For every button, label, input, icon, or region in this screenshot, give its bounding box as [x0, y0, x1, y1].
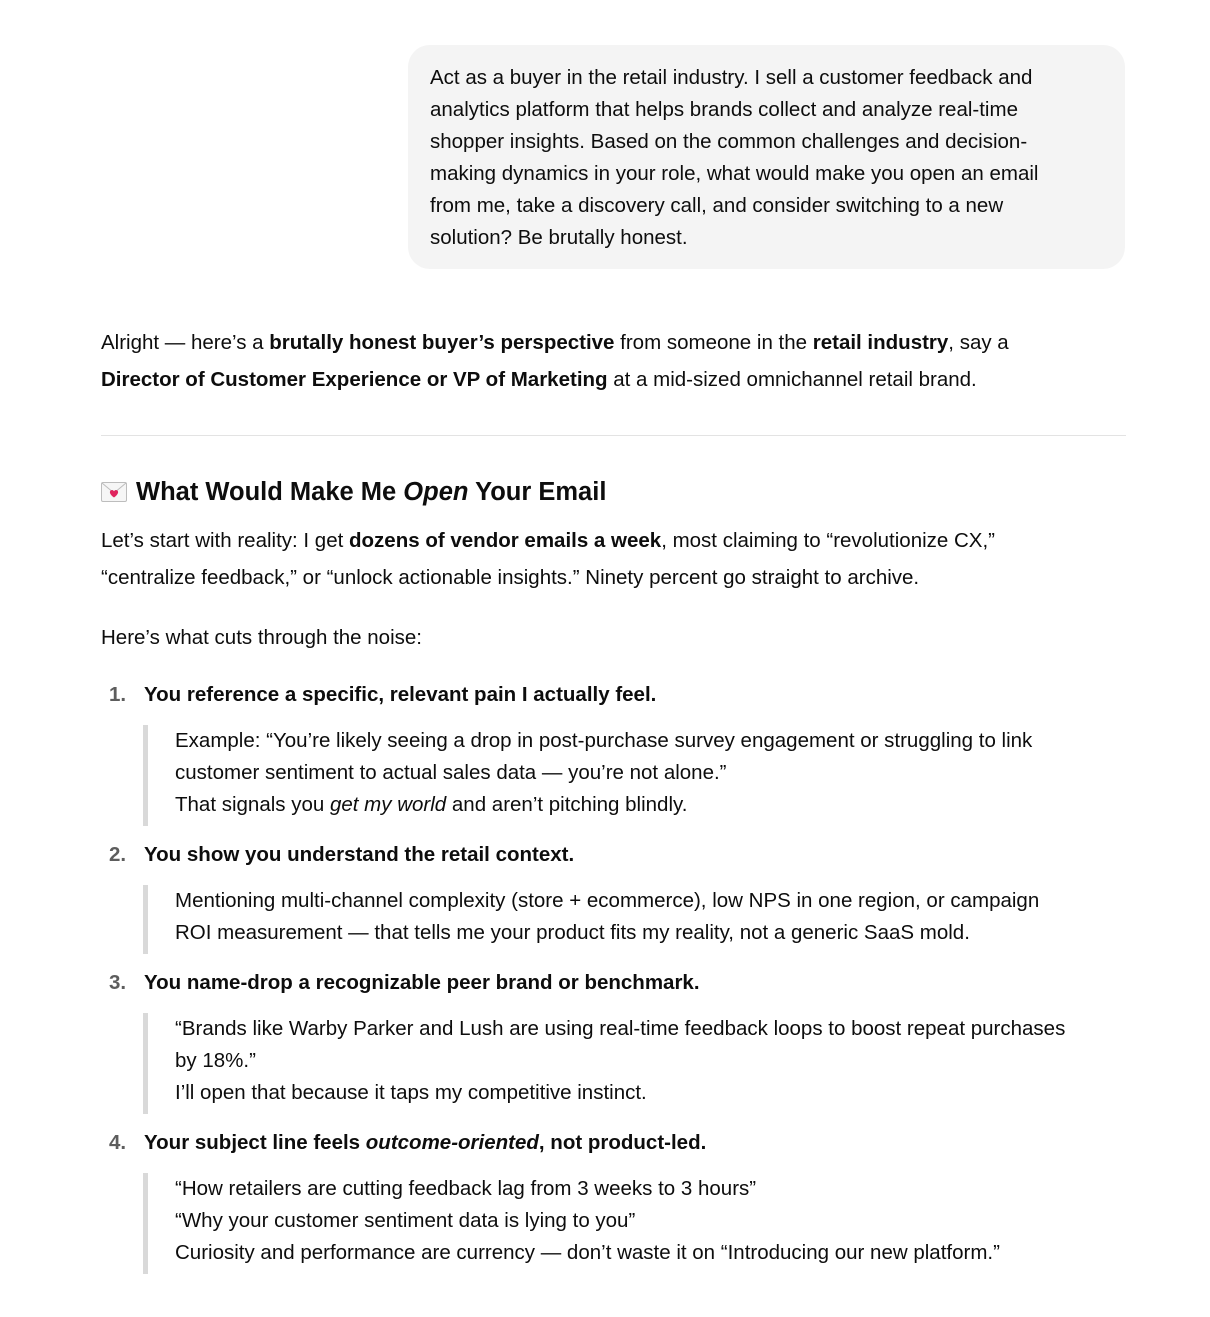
- user-message-line: solution? Be brutally honest.: [430, 226, 688, 249]
- heading-emphasis: Open: [403, 478, 469, 506]
- quote-line: ROI measurement — that tells me your product fits my reality, not a generic SaaS mold.: [175, 921, 970, 944]
- user-message-line: from me, take a discovery call, and consider switching to a new: [430, 194, 1004, 217]
- intro-bold: Director of Customer Experience or VP of Marketing: [101, 368, 608, 391]
- user-message-line: Act as a buyer in the retail industry. I sell a customer feedback and: [430, 66, 1033, 89]
- paragraph-text: “centralize feedback,” or “unlock actionable insights.” Ninety percent go straight to archive.: [101, 566, 920, 589]
- quote-line: [175, 789, 1126, 821]
- list-item-head: [101, 680, 656, 710]
- list-item-title: You reference a specific, relevant pain I actually feel.: [144, 683, 657, 706]
- heading-text: Your Email: [468, 478, 607, 506]
- list-item-title: You name-drop a recognizable peer brand or benchmark.: [144, 971, 700, 994]
- quote-line: Mentioning multi-channel complexity (store + ecommerce), low NPS in one region, or campaign: [175, 889, 1040, 912]
- quote-line: by 18%.”: [175, 1049, 256, 1072]
- noise-paragraph: Here’s what cuts through the noise:: [101, 626, 422, 649]
- heading-text: What Would Make Me: [136, 478, 404, 506]
- reality-paragraph: [101, 522, 1126, 596]
- blockquote: [143, 725, 1126, 826]
- list-item-head: [101, 1128, 706, 1158]
- title-emphasis: outcome-oriented: [365, 1131, 539, 1154]
- paragraph-text: Let’s start with reality: I get: [101, 529, 350, 552]
- envelope-with-heart-icon: [101, 482, 127, 502]
- list-item-number: 3.: [109, 971, 127, 994]
- quote-line: Curiosity and performance are currency — don’t waste it on “Introducing our new platform.”: [175, 1241, 1000, 1264]
- list-item-title: [144, 1131, 706, 1154]
- list-item-number: 2.: [109, 843, 127, 866]
- paragraph-bold: dozens of vendor emails a week: [349, 529, 662, 552]
- quote-line: “Why your customer sentiment data is lying to you”: [175, 1209, 636, 1232]
- user-message-line: making dynamics in your role, what would make you open an email: [430, 162, 1039, 185]
- intro-text: Alright — here’s a: [101, 331, 270, 354]
- section-divider: [101, 435, 1126, 436]
- blockquote: [143, 1013, 1126, 1114]
- intro-text: , say a: [948, 331, 1009, 354]
- blockquote: [143, 1173, 1126, 1274]
- quote-line: “Brands like Warby Parker and Lush are using real-time feedback loops to boost repeat purchases: [175, 1017, 1066, 1040]
- section-heading: [101, 474, 606, 510]
- user-message-line: shopper insights. Based on the common challenges and decision-: [430, 130, 1028, 153]
- paragraph-text: , most claiming to “revolutionize CX,”: [661, 529, 995, 552]
- user-message-line: analytics platform that helps brands collect and analyze real-time: [430, 98, 1018, 121]
- user-message-bubble: [408, 45, 1125, 269]
- list-item-head: [101, 968, 700, 998]
- intro-text: from someone in the: [614, 331, 813, 354]
- quote-line: “How retailers are cutting feedback lag from 3 weeks to 3 hours”: [175, 1177, 757, 1200]
- intro-bold: brutally honest buyer’s perspective: [269, 331, 615, 354]
- list-item-title: You show you understand the retail context.: [144, 843, 575, 866]
- intro-paragraph: [101, 324, 1126, 398]
- blockquote: [143, 885, 1126, 954]
- quote-emphasis: get my world: [329, 793, 447, 816]
- list-item-number: 4.: [109, 1131, 127, 1154]
- quote-line: customer sentiment to actual sales data — you’re not alone.”: [175, 761, 727, 784]
- intro-text: at a mid-sized omnichannel retail brand.: [607, 368, 977, 391]
- quote-text: That signals you: [175, 793, 330, 816]
- title-text: Your subject line feels: [144, 1131, 366, 1154]
- list-item-head: [101, 840, 574, 870]
- quote-line: I’ll open that because it taps my competitive instinct.: [175, 1081, 647, 1104]
- list-item-number: 1.: [109, 683, 127, 706]
- intro-bold: retail industry: [812, 331, 949, 354]
- title-text: , not product-led.: [538, 1131, 707, 1154]
- quote-line: Example: “You’re likely seeing a drop in post-purchase survey engagement or struggling to link: [175, 729, 1033, 752]
- quote-text: and aren’t pitching blindly.: [446, 793, 688, 816]
